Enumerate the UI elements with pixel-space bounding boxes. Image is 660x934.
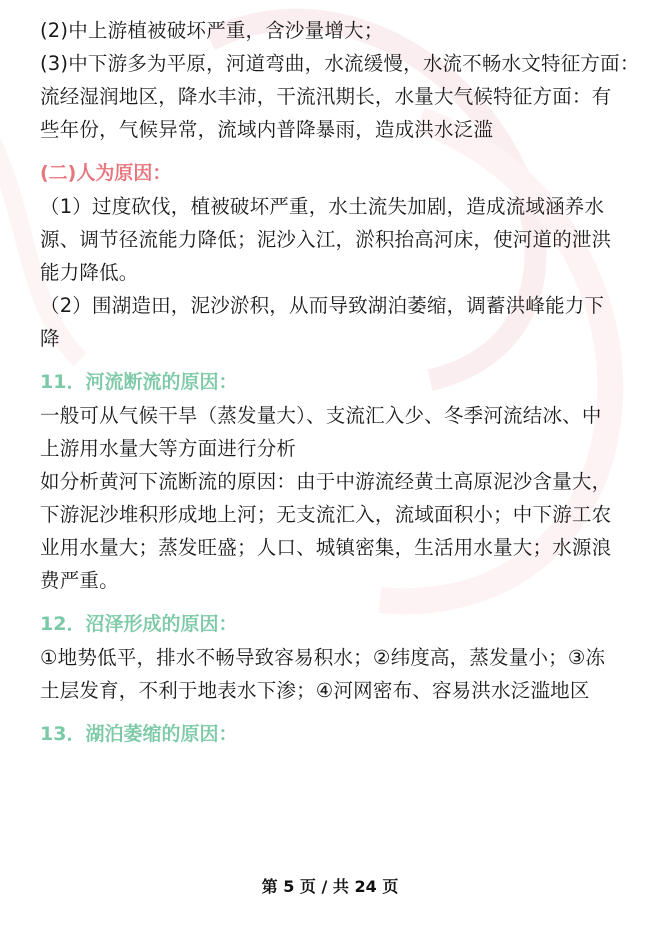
- paragraph-line: 能力降低。: [40, 261, 139, 284]
- page-footer: 第 5 页 / 共 24 页: [261, 877, 399, 896]
- paragraph-line: (3)中下游多为平原，河道弯曲，水流缓慢，水流不畅水文特征方面：: [40, 52, 640, 75]
- paragraph-line: 业用水量大；蒸发旺盛；人口、城镇密集，生活用水量大；水源浪: [40, 536, 612, 559]
- paragraph-line: 流经湿润地区，降水丰沛，干流汛期长，水量大气候特征方面：有: [40, 85, 612, 108]
- paragraph-line: ①地势低平，排水不畅导致容易积水；②纬度高，蒸发量小；③冻: [40, 646, 606, 669]
- paragraph-line: 如分析黄河下流断流的原因：由于中游流经黄土高原泥沙含量大，: [40, 470, 612, 493]
- section-heading: 11．河流断流的原因：: [40, 371, 238, 393]
- paragraph-line: 上游用水量大等方面进行分析: [40, 437, 297, 460]
- paragraph-line: (2)中上游植被破坏严重，含沙量增大；: [40, 19, 384, 42]
- paragraph-line: （2）围湖造田，泥沙淤积，从而导致湖泊萎缩，调蓄洪峰能力下: [40, 294, 605, 317]
- document-body: [40, 14, 640, 751]
- section-heading: 12．沼泽形成的原因：: [40, 613, 238, 635]
- section-heading: (二)人为原因：: [40, 162, 172, 184]
- paragraph-line: 下游泥沙堆积形成地上河；无支流汇入，流域面积小；中下游工农: [40, 503, 612, 526]
- paragraph-line: 一般可从气候干旱（蒸发量大）、支流汇入少、冬季河流结冰、中: [40, 404, 602, 427]
- paragraph-line: 土层发育，不利于地表水下渗；④河网密布、容易洪水泛滥地区: [40, 679, 590, 702]
- paragraph-line: 费严重。: [40, 569, 119, 592]
- paragraph-line: 源、调节径流能力降低；泥沙入江，淤积抬高河床，使河道的泄洪: [40, 228, 612, 251]
- section-heading: 13．湖泊萎缩的原因：: [40, 723, 238, 745]
- paragraph-line: （1）过度砍伐，植被破坏严重，水土流失加剧，造成流域涵养水: [40, 195, 605, 218]
- paragraph-line: 些年份，气候异常，流域内普降暴雨，造成洪水泛滥: [40, 118, 494, 141]
- paragraph-line: 降: [40, 327, 60, 350]
